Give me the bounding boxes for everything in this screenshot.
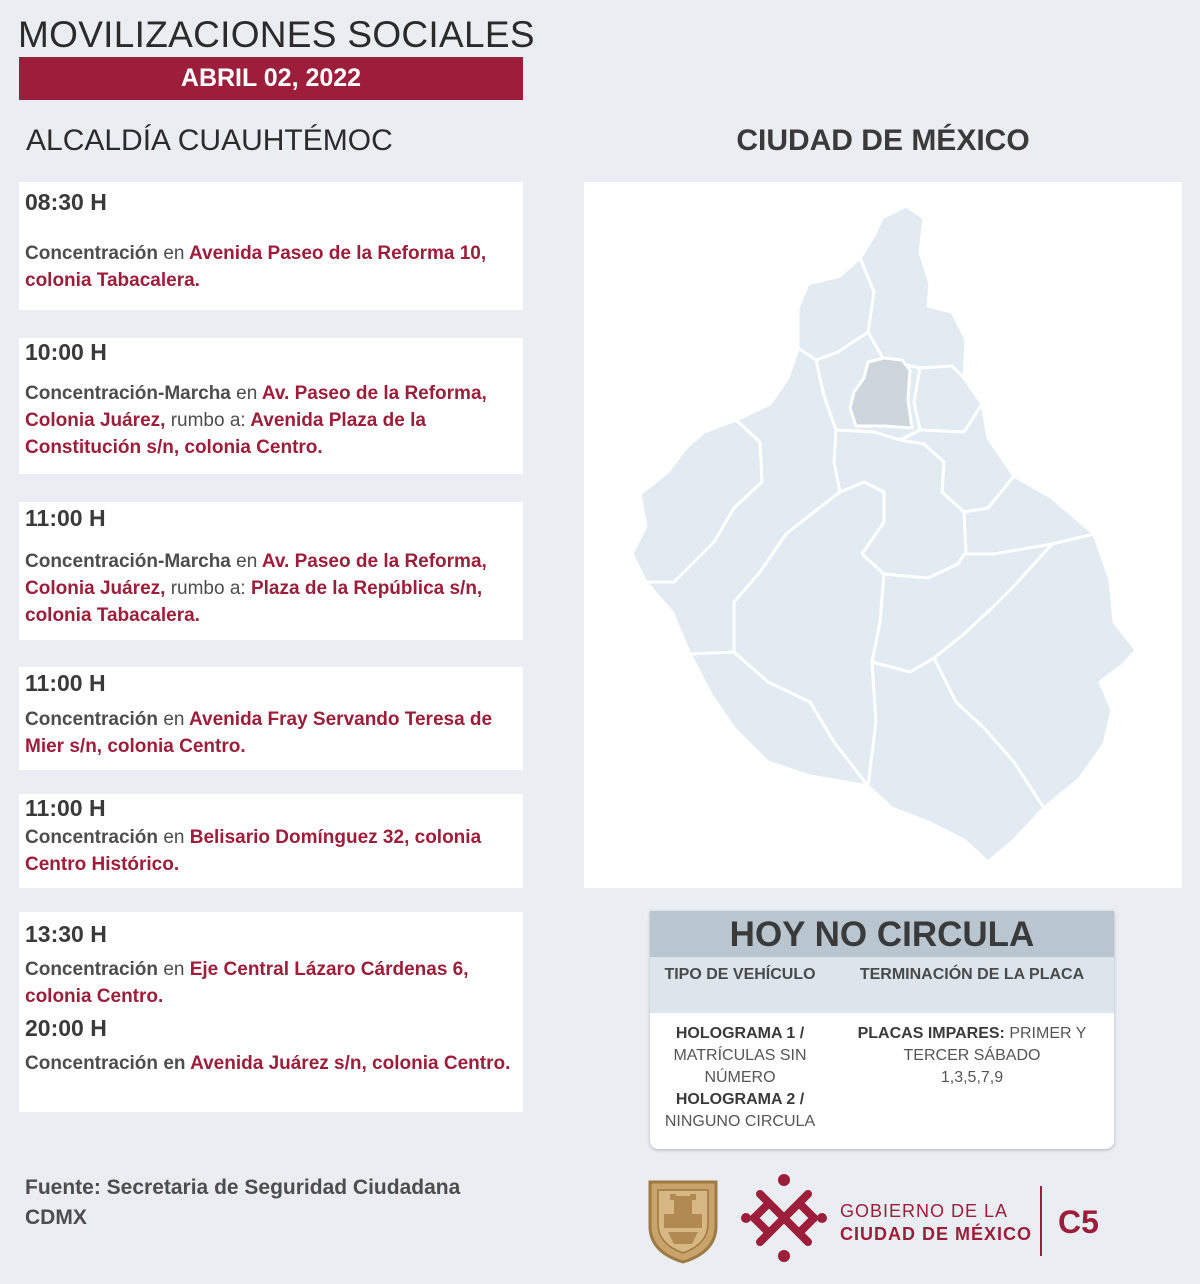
event-type: Concentración — [25, 959, 159, 980]
event-route-label: rumbo a: — [170, 410, 246, 431]
event-location: Avenida Paseo de la Reforma 10, colonia Tabacalera. — [25, 243, 487, 291]
cdmx-map-graphic — [584, 182, 1182, 888]
event-type: Concentración-Marcha — [25, 551, 231, 572]
gov-cdmx-wordmark — [840, 1200, 1032, 1246]
event-description — [25, 956, 517, 1010]
event-card — [19, 502, 523, 640]
event-time: 11:00 H — [25, 670, 106, 696]
event-card — [19, 667, 523, 770]
event-card — [19, 912, 523, 1112]
event-location: Av. Paseo de la Reforma, Colonia Juárez, — [25, 551, 487, 599]
event-type: Concentración — [25, 243, 159, 264]
event-time: 10:00 H — [25, 339, 107, 365]
holograma2-label: HOLOGRAMA 2 / — [675, 1091, 805, 1108]
event-connector: en — [163, 1053, 186, 1074]
event-time: 08:30 H — [25, 189, 107, 215]
source-line: Fuente: Secretaria de Seguridad Ciudadana — [25, 1176, 461, 1199]
event-description — [25, 706, 517, 760]
event-type: Concentración-Marcha — [25, 383, 231, 404]
event-destination: Avenida Plaza de la Constitución s/n, colonia Centro. — [25, 410, 426, 458]
hoy-no-circula-title: HOY NO CIRCULA — [650, 911, 1114, 957]
event-location: Avenida Juárez s/n, colonia Centro. — [190, 1053, 511, 1074]
event-connector: en — [163, 827, 185, 848]
holograma1-text: MATRÍCULAS SIN NÚMERO — [673, 1047, 807, 1086]
event-location: Avenida Fray Servando Teresa de Mier s/n, colonia Centro. — [25, 709, 493, 757]
placas-label: PLACAS IMPARES: — [857, 1025, 1005, 1042]
date-banner: ABRIL 02, 2022 — [19, 57, 523, 100]
map-outline — [632, 206, 1136, 862]
source-line: CDMX — [25, 1206, 87, 1229]
event-description — [25, 240, 517, 294]
gov-line: CIUDAD DE MÉXICO — [840, 1224, 1033, 1244]
holograma2-text: NINGUNO CIRCULA — [664, 1113, 816, 1130]
logo-divider — [1040, 1186, 1042, 1256]
event-type: Concentración — [25, 1053, 159, 1074]
vehicle-type-header: TIPO DE VEHÍCULO — [664, 966, 816, 983]
source-note — [25, 1173, 525, 1233]
event-destination: Plaza de la República s/n, colonia Tabacalera. — [25, 578, 483, 626]
cdmx-map — [584, 182, 1182, 888]
c5-logo: C5 — [1058, 1204, 1099, 1240]
gov-line: GOBIERNO DE LA — [840, 1201, 1009, 1221]
plate-ending-cell — [830, 1023, 1114, 1133]
event-time: 20:00 H — [25, 1015, 107, 1041]
event-connector: en — [163, 243, 185, 264]
vehicle-type-cell — [650, 1023, 830, 1133]
holograma1-label: HOLOGRAMA 1 / — [675, 1025, 805, 1042]
event-time: 11:00 H — [25, 795, 106, 821]
plate-ending-header: TERMINACIÓN DE LA PLACA — [859, 966, 1085, 983]
hoy-no-circula-header — [650, 957, 1114, 1013]
event-description — [25, 380, 517, 461]
page-title: MOVILIZACIONES SOCIALES — [18, 14, 535, 55]
event-description — [25, 548, 517, 629]
cdmx-knot-logo — [740, 1172, 828, 1269]
event-location: Belisario Domínguez 32, colonia Centro Histórico. — [25, 827, 482, 875]
event-card — [19, 182, 523, 310]
event-card — [19, 338, 523, 474]
placas-numbers: 1,3,5,7,9 — [940, 1069, 1004, 1086]
event-route-label: rumbo a: — [170, 578, 246, 599]
event-connector: en — [236, 551, 258, 572]
map-title: CIUDAD DE MÉXICO — [736, 124, 1030, 157]
event-card — [19, 794, 523, 888]
coat-of-arms-logo — [646, 1178, 720, 1269]
placas-text: PRIMER Y TERCER SÁBADO — [903, 1025, 1087, 1064]
event-time: 13:30 H — [25, 921, 107, 947]
event-description — [25, 1050, 517, 1077]
event-type: Concentración — [25, 827, 159, 848]
event-location: Av. Paseo de la Reforma, Colonia Juárez, — [25, 383, 487, 431]
event-time: 11:00 H — [25, 505, 106, 531]
hoy-no-circula-body — [650, 1013, 1114, 1133]
event-type: Concentración — [25, 709, 159, 730]
alcaldia-heading: ALCALDÍA CUAUHTÉMOC — [26, 124, 393, 157]
event-connector: en — [163, 959, 185, 980]
event-connector: en — [163, 709, 185, 730]
event-connector: en — [236, 383, 258, 404]
event-location: Eje Central Lázaro Cárdenas 6, colonia Centro. — [25, 959, 469, 1007]
event-description — [25, 824, 517, 878]
hoy-no-circula-panel — [650, 911, 1114, 1149]
